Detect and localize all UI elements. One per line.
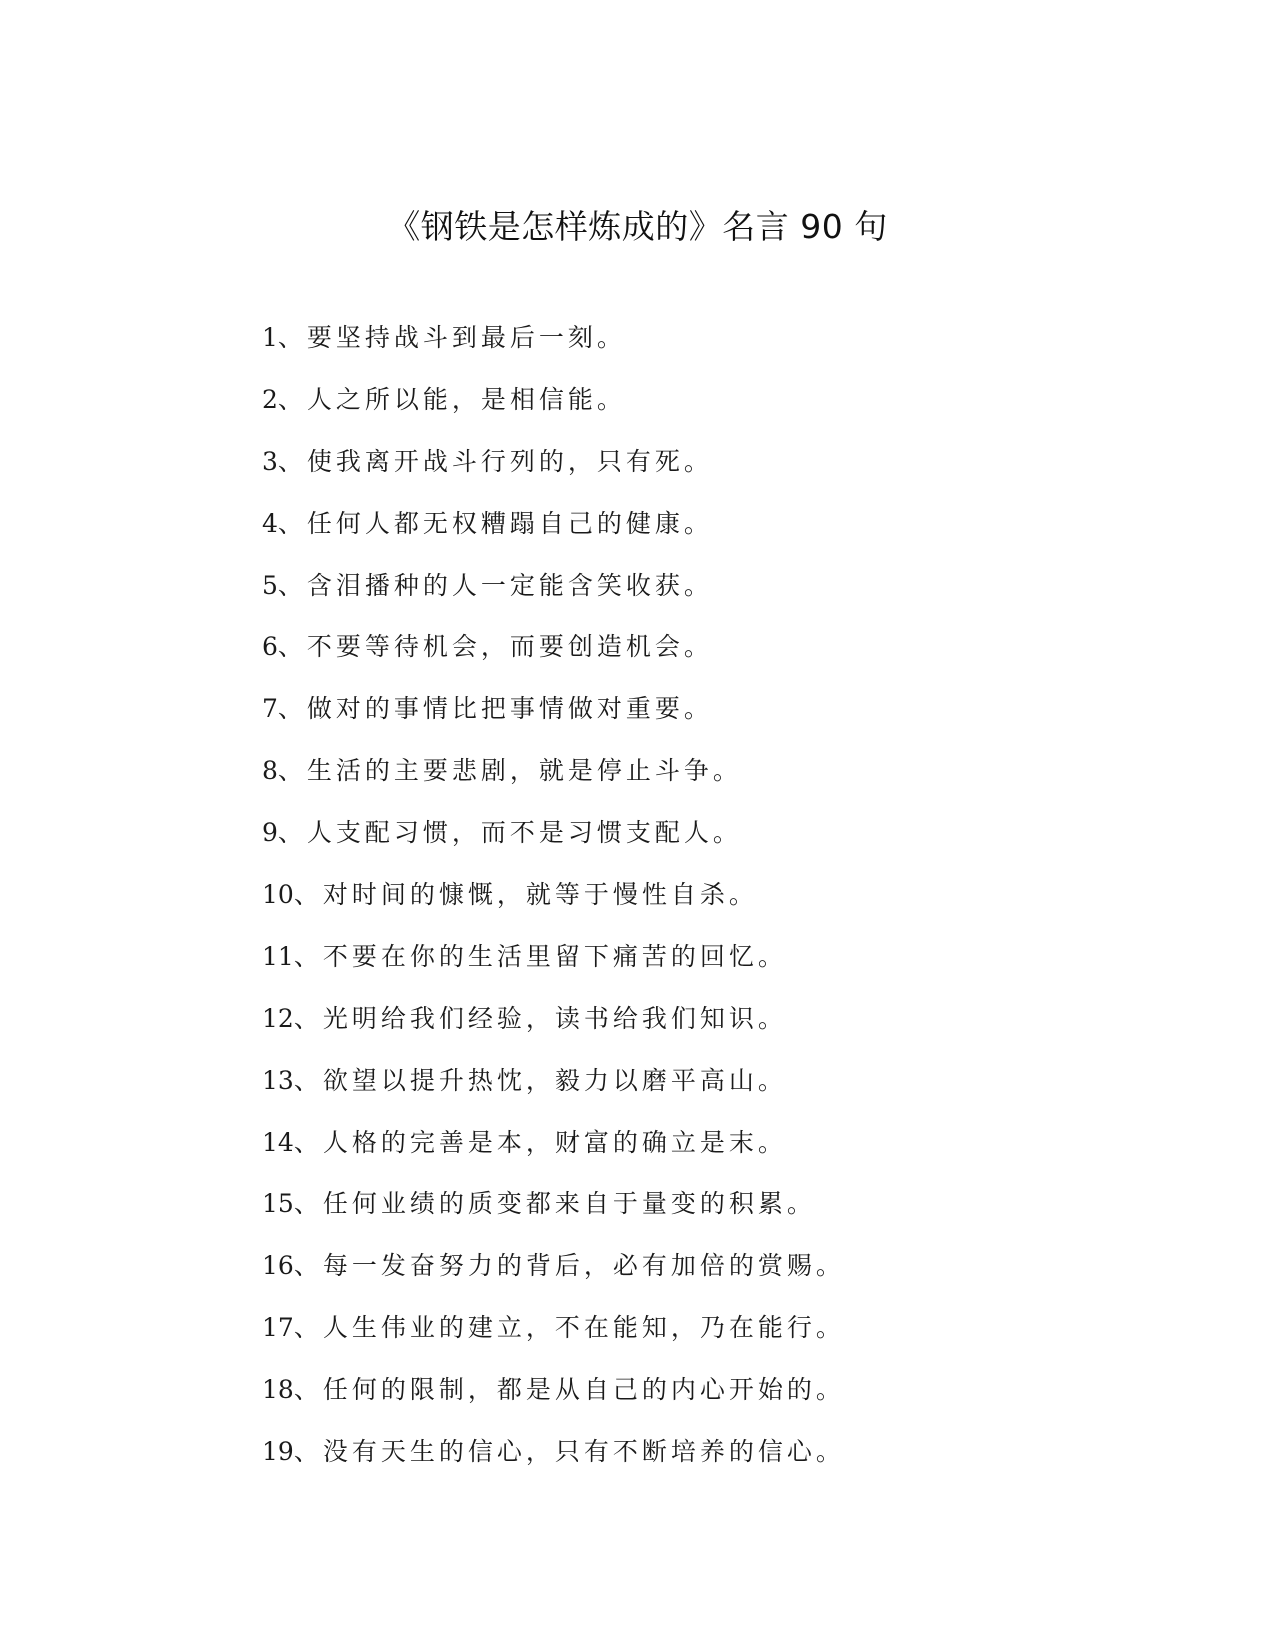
quote-item bbox=[262, 1066, 1162, 1128]
quote-text: 、任何业绩的质变都来自于量变的积累。 bbox=[293, 1189, 816, 1219]
quote-item bbox=[262, 942, 1162, 1004]
quote-text: 、人支配习惯，而不是习惯支配人。 bbox=[277, 818, 742, 848]
quote-number: 19 bbox=[262, 1437, 294, 1467]
quote-number: 15 bbox=[262, 1189, 294, 1219]
quote-text: 、没有天生的信心，只有不断培养的信心。 bbox=[293, 1437, 845, 1467]
quote-item bbox=[262, 1313, 1162, 1375]
quote-number: 8 bbox=[262, 756, 278, 786]
quote-number: 18 bbox=[262, 1375, 294, 1405]
quote-item bbox=[262, 447, 1162, 509]
quote-number: 10 bbox=[262, 880, 294, 910]
quote-text: 、要坚持战斗到最后一刻。 bbox=[277, 323, 626, 352]
quote-item bbox=[262, 880, 1162, 942]
quote-number: 12 bbox=[262, 1003, 294, 1033]
document-title: 《钢铁是怎样炼成的》名言 90 句 bbox=[387, 207, 888, 246]
quote-text: 、人格的完善是本，财富的确立是末。 bbox=[293, 1127, 787, 1157]
quote-text: 、任何的限制，都是从自己的内心开始的。 bbox=[293, 1375, 845, 1405]
quote-text: 、含泪播种的人一定能含笑收获。 bbox=[277, 570, 713, 600]
quote-text: 、不要在你的生活里留下痛苦的回忆。 bbox=[293, 941, 787, 971]
quote-item bbox=[262, 756, 1162, 818]
quote-item bbox=[262, 323, 1162, 385]
quote-number: 9 bbox=[262, 818, 278, 848]
quote-text: 、任何人都无权糟蹋自己的健康。 bbox=[277, 508, 713, 538]
quote-text: 、人之所以能，是相信能。 bbox=[277, 384, 626, 414]
quote-number: 1 bbox=[262, 323, 278, 352]
quote-number: 5 bbox=[262, 570, 278, 600]
quote-number: 13 bbox=[262, 1065, 294, 1095]
quote-text: 、做对的事情比把事情做对重要。 bbox=[277, 694, 713, 724]
quote-text: 、不要等待机会，而要创造机会。 bbox=[277, 632, 713, 662]
quote-list bbox=[262, 323, 1162, 1499]
quote-number: 17 bbox=[262, 1313, 294, 1343]
quote-item bbox=[262, 1128, 1162, 1190]
quote-text: 、使我离开战斗行列的，只有死。 bbox=[277, 446, 713, 476]
quote-item bbox=[262, 1375, 1162, 1437]
quote-item bbox=[262, 694, 1162, 756]
quote-text: 、欲望以提升热忱，毅力以磨平高山。 bbox=[293, 1065, 787, 1095]
quote-item bbox=[262, 632, 1162, 694]
quote-item bbox=[262, 818, 1162, 880]
quote-text: 、光明给我们经验，读书给我们知识。 bbox=[293, 1003, 787, 1033]
quote-item bbox=[262, 1251, 1162, 1313]
quote-item bbox=[262, 1004, 1162, 1066]
quote-number: 14 bbox=[262, 1127, 294, 1157]
quote-number: 6 bbox=[262, 632, 278, 662]
quote-number: 16 bbox=[262, 1251, 294, 1281]
quote-item bbox=[262, 571, 1162, 633]
quote-item bbox=[262, 509, 1162, 571]
quote-text: 、人生伟业的建立，不在能知，乃在能行。 bbox=[293, 1313, 845, 1343]
quote-number: 11 bbox=[262, 941, 294, 971]
quote-number: 7 bbox=[262, 694, 278, 724]
quote-text: 、生活的主要悲剧，就是停止斗争。 bbox=[277, 756, 742, 786]
quote-item bbox=[262, 1189, 1162, 1251]
quote-text: 、每一发奋努力的背后，必有加倍的赏赐。 bbox=[293, 1251, 845, 1281]
quote-text: 、对时间的慷慨，就等于慢性自杀。 bbox=[293, 880, 758, 910]
quote-number: 4 bbox=[262, 508, 278, 538]
quote-item bbox=[262, 385, 1162, 447]
quote-item bbox=[262, 1437, 1162, 1499]
quote-number: 2 bbox=[262, 384, 278, 414]
quote-number: 3 bbox=[262, 446, 278, 476]
